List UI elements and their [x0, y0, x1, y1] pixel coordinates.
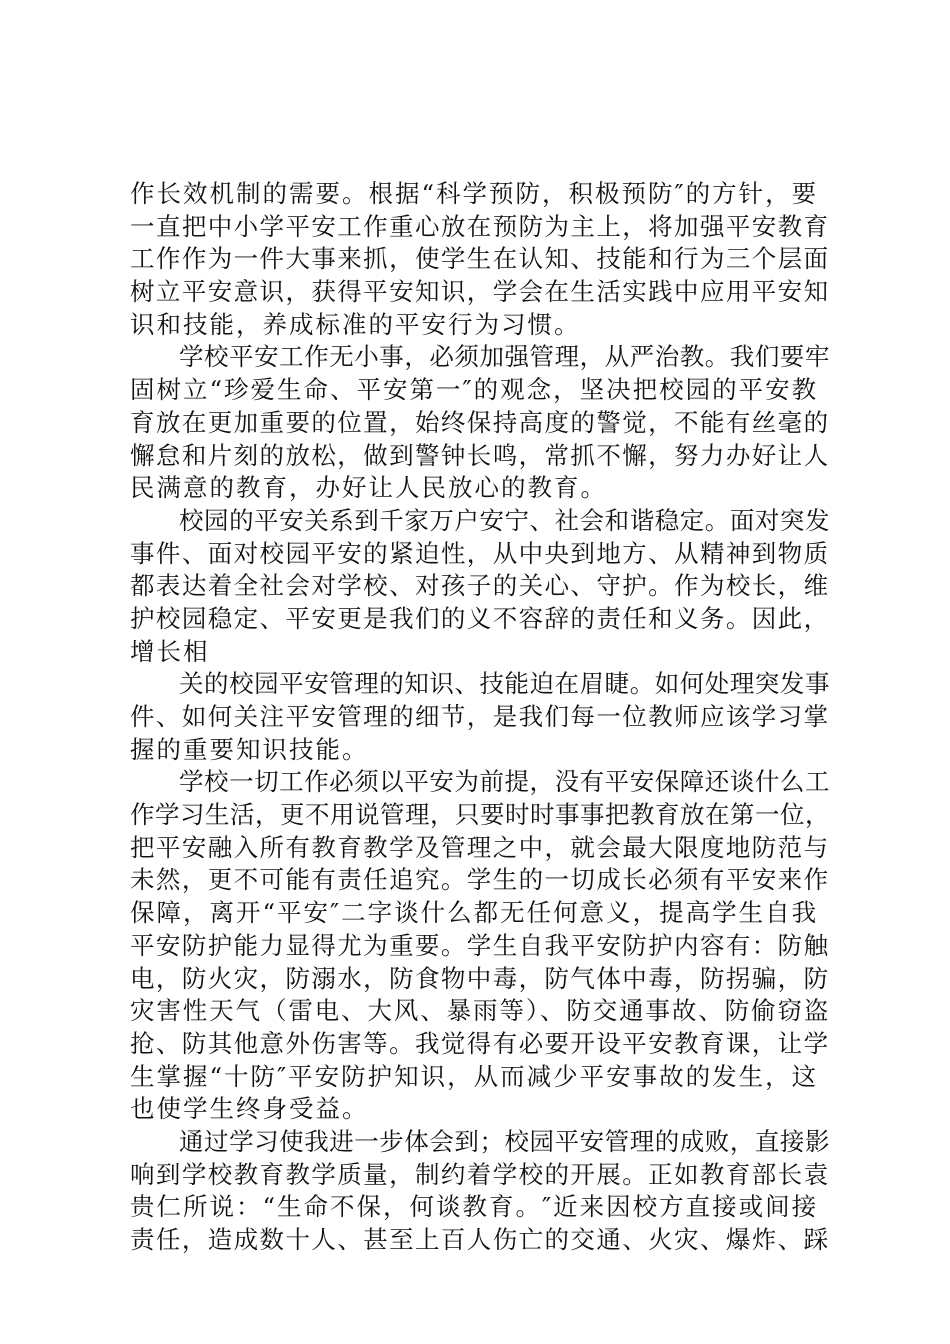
text-line: 作长效机制的需要。根据“科学预防，积极预防″的方针，要	[130, 179, 819, 208]
text-line: 件、如何关注平安管理的细节，是我们每一位教师应该学习掌	[130, 702, 830, 731]
text-line: 响到学校教育教学质量，制约着学校的开展。正如教育部长袁	[130, 1159, 830, 1189]
text-line: 生掌握“十防″平安防护知识，从而减少平安事故的发生，这	[130, 1061, 819, 1091]
text-line: 校园的平安关系到千家万户安宁、社会和谐稳定。面对突发	[179, 505, 830, 535]
text-line: 也使学生终身受益。	[130, 1094, 369, 1124]
text-line: 贵仁所说：“生命不保，何谈教育。″近来因校方直接或间接	[130, 1192, 819, 1222]
text-line: 事件、面对校园平安的紧迫性，从中央到地方、从精神到物质	[130, 538, 830, 568]
text-line: 一直把中小学平安工作重心放在预防为主上，将加强平安教育	[130, 211, 830, 241]
text-line: 电，防火灾，防溺水，防食物中毒，防气体中毒，防拐骗，防	[130, 963, 830, 993]
text-line: 抢、防其他意外伤害等。我觉得有必要开设平安教育课，让学	[130, 1028, 830, 1058]
text-line: 识和技能，养成标准的平安行为习惯。	[130, 309, 581, 339]
text-line: 把平安融入所有教育教学及管理之中，就会最大限度地防范与	[130, 832, 830, 862]
text-line: 民满意的教育，办好让人民放心的教育。	[130, 473, 607, 503]
document-body	[130, 178, 830, 1257]
text-line: 作学习生活，更不用说管理，只要时时事事把教育放在第一位，	[130, 800, 830, 830]
text-line: 都表达着全社会对学校、对孩子的关心、守护。作为校长，维	[130, 571, 830, 601]
text-line: 未然，更不可能有责任追究。学生的一切成长必须有平安来作	[130, 865, 830, 895]
text-line: 保障，离开“平安″二字谈什么都无任何意义，提高学生自我	[130, 898, 819, 928]
text-line: 握的重要知识技能。	[130, 734, 369, 764]
text-line: 固树立“珍爱生命、平安第一″的观念，坚决把校园的平安教	[130, 375, 819, 405]
text-line: 增长相	[130, 636, 210, 666]
text-line: 学校平安工作无小事，必须加强管理，从严治教。我们要牢	[179, 342, 830, 372]
text-line: 平安防护能力显得尤为重要。学生自我平安防护内容有：防触	[130, 930, 830, 960]
text-line: 工作作为一件大事来抓，使学生在认知、技能和行为三个层面	[130, 244, 830, 274]
text-line: 灾害性天气（雷电、大风、暴雨等）、防交通事故、防偷窃盗	[130, 996, 831, 1026]
text-line: 护校园稳定、平安更是我们的义不容辞的责任和义务。因此，	[130, 603, 830, 633]
text-line: 育放在更加重要的位置，始终保持高度的警觉，不能有丝毫的	[130, 407, 830, 437]
text-line: 通过学习使我进一步体会到；校园平安管理的成败，直接影	[179, 1126, 830, 1156]
text-line: 关的校园平安管理的知识、技能迫在眉睫。如何处理突发事	[179, 669, 830, 699]
text-line: 懈怠和片刻的放松，做到警钟长鸣，常抓不懈，努力办好让人	[130, 440, 830, 470]
text-line: 树立平安意识，获得平安知识，学会在生活实践中应用平安知	[130, 277, 830, 307]
text-line: 学校一切工作必须以平安为前提，没有平安保障还谈什么工	[179, 767, 830, 797]
text-line: 责任，造成数十人、甚至上百人伤亡的交通、火灾、爆炸、踩	[130, 1225, 830, 1254]
